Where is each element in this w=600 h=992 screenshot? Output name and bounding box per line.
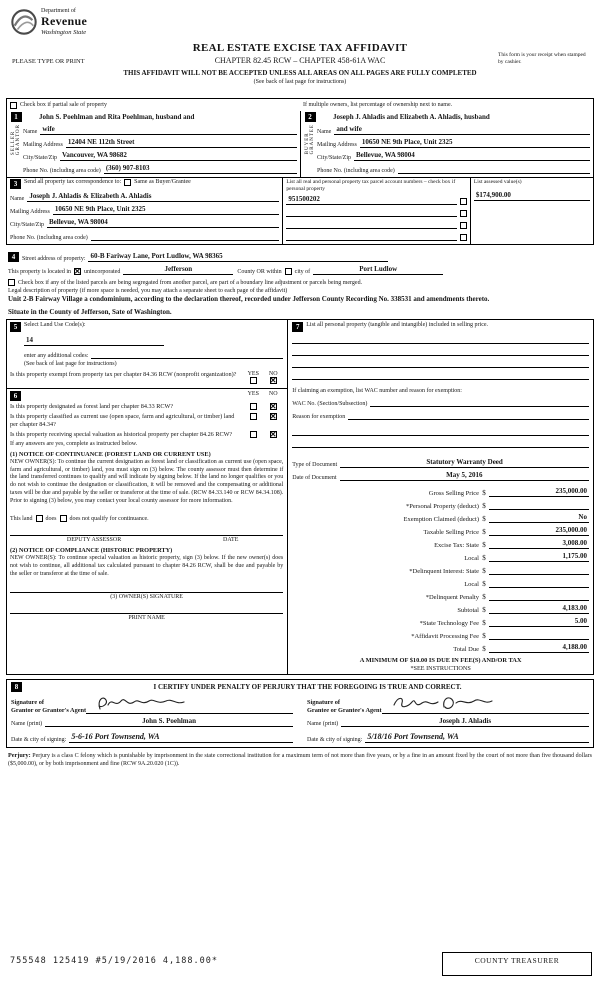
personal-property-checkbox-1[interactable]	[460, 198, 467, 205]
form-title: REAL ESTATE EXCISE TAX AFFIDAVIT	[192, 42, 408, 54]
personal-property-line-4[interactable]	[292, 368, 589, 380]
doc-date-label: Date of Document	[292, 475, 337, 482]
situate-line: Situate in the County of Jefferson, Sate of Washington.	[8, 308, 172, 317]
perjury-text: Perjury is a class C felony which is punishable by imprisonment in the state correctional institution for a maximum term of not more than five years, or by a fine in an amount fixed by the court of not more than five thousand dollars ($5,000.00), or by both imprisonment and fine (RCW 9A.20.020 (1C)).	[8, 753, 593, 768]
date-label: DATE	[223, 537, 239, 544]
section-4	[6, 245, 594, 316]
unincorporated-checkbox[interactable]	[74, 268, 81, 275]
segregated-label: Check box if any of the listed parcels are being segregated from another parcel, are part of a boundary line adjustment or parcels being merged.	[18, 280, 363, 286]
personal-property-checkbox-3[interactable]	[460, 222, 467, 229]
delinquent-penalty-field[interactable]	[489, 592, 589, 601]
form-header	[6, 6, 594, 98]
partial-sale-checkbox[interactable]	[10, 102, 17, 109]
section-8-number: 8	[11, 682, 22, 692]
no-header-6: NO	[268, 391, 278, 398]
buyer-section	[300, 111, 593, 177]
print-name-line[interactable]	[10, 600, 283, 614]
partial-sale-cell	[7, 101, 300, 110]
section-3-number: 3	[10, 179, 21, 189]
fee-row-delinquent-local: Local $	[292, 575, 589, 588]
section-8	[6, 679, 594, 748]
reason-field[interactable]	[348, 411, 589, 420]
delinquent-interest-local-field[interactable]	[489, 579, 589, 588]
partial-sale-label: Check box if partial sale of property	[20, 102, 107, 108]
total-due-field[interactable]: 4,188.00	[489, 643, 589, 653]
tax-correspondence-cell	[7, 178, 282, 244]
chapter-subtitle: CHAPTER 82.45 RCW – CHAPTER 458-61A WAC	[214, 56, 386, 65]
grantee-vertical-label: GRANTEE	[310, 124, 315, 155]
section-1-number: 1	[11, 112, 22, 122]
print-name-label: PRINT NAME	[128, 614, 165, 621]
buyer-mailing-label: Mailing Address	[317, 142, 357, 148]
corr-name-label: Name	[10, 196, 25, 202]
notice-1-title: (1) NOTICE OF CONTINUANCE (FOREST LAND OR CURRENT USE)	[10, 450, 211, 458]
doc-type-label: Type of Document	[292, 462, 338, 469]
fee-row-exemption: Exemption Claimed (deduct) $ No	[403, 513, 587, 524]
section-6	[7, 389, 287, 624]
send-correspondence-label: Send all property tax correspondence to:	[24, 179, 122, 185]
grantor-signature-icon	[94, 693, 204, 713]
grantee-signature[interactable]	[382, 694, 589, 714]
forest-no-checkbox[interactable]	[270, 403, 277, 410]
doc-type-field[interactable]: Statutory Warranty Deed	[340, 458, 589, 468]
grantee-sig-label: Signature of Grantee or Grantee's Agent	[307, 699, 382, 714]
legal-description-label: Legal description of property (if more space is needed, you may attach a separate sheet to each page of the affidavit)	[8, 288, 288, 294]
wac-field[interactable]	[370, 398, 589, 407]
grantor-signature-block	[11, 694, 293, 743]
parties-table	[6, 98, 594, 245]
segregated-checkbox[interactable]	[8, 279, 15, 286]
dollar-sign: $	[482, 606, 486, 615]
deputy-assessor-label: DEPUTY ASSESSOR	[66, 537, 122, 544]
seller-name-field[interactable]: wife	[40, 125, 297, 135]
forest-land-question: Is this property designated as forest land per chapter 84.33 RCW?	[10, 403, 174, 411]
seller-strip	[9, 112, 23, 174]
unincorporated-label: unincorporated	[84, 269, 121, 275]
parcel-number-field-4[interactable]	[286, 232, 457, 241]
land-use-code-field[interactable]: 14	[24, 336, 164, 346]
current-use-yes-checkbox[interactable]	[250, 413, 257, 420]
buyer-phone-field[interactable]	[398, 165, 590, 174]
seller-name-label: Name	[23, 129, 38, 135]
buyer-csz-label: City/State/Zip	[317, 155, 351, 161]
reason-line-2[interactable]	[292, 424, 589, 436]
dollar-sign: $	[482, 593, 486, 602]
grantor-vertical-label: GRANTOR	[16, 124, 21, 156]
located-label: This property is located in	[8, 269, 71, 275]
additional-codes-label: enter any additional codes:	[24, 353, 89, 360]
cashier-receipt-stamp: 755548 125419 #5/19/2016 4,188.00*	[10, 956, 218, 966]
historic-question: Is this property receiving special valuation as historical property per chapter 84.26 RCW?	[10, 430, 233, 438]
grantee-name-print-field[interactable]: Joseph J. Ahladis	[341, 717, 589, 727]
grantee-date-city-label: Date & city of signing:	[307, 737, 363, 744]
street-address-label: Street address of property:	[22, 256, 86, 262]
revenue-seal-icon	[10, 8, 38, 36]
fee-row-personal: *Personal Property (deduct) $	[292, 497, 589, 510]
personal-property-checkbox-4[interactable]	[460, 234, 467, 241]
receipt-note: This form is your receipt when stamped by cashier.	[498, 52, 586, 66]
corr-mailing-field[interactable]: 10650 NE 9th Place, Unit 2325	[53, 205, 280, 215]
grantor-date-city-label: Date & city of signing:	[11, 737, 67, 744]
same-as-buyer-checkbox[interactable]	[124, 179, 131, 186]
same-as-buyer-label: Same as Buyer/Grantee	[134, 179, 191, 185]
city-of-label: city of	[294, 269, 311, 275]
current-use-question: Is this property classified as current use (open space, farm and agricultural, or timber) land per chapter 84.34?	[10, 413, 235, 428]
no-header-5: NO	[268, 371, 278, 378]
buyer-phone-label: Phone No. (including area code)	[317, 168, 395, 174]
personal-property-line-3[interactable]	[292, 356, 589, 368]
taxable-selling-price-field[interactable]: 235,000.00	[489, 526, 589, 536]
grantor-name-print-field[interactable]: John S. Poehlman	[45, 717, 293, 727]
county-treasurer-box: COUNTY TREASURER	[442, 952, 592, 976]
personal-property-checkbox-2[interactable]	[460, 210, 467, 217]
corr-name-field[interactable]: Joseph J. Ahladis & Elizabeth A. Ahladis	[27, 192, 279, 202]
exempt-yes-checkbox[interactable]	[250, 377, 257, 384]
buyer-mailing-field[interactable]: 10650 NE 9th Place, Unit 2325	[360, 138, 590, 148]
dollar-sign: $	[482, 489, 486, 498]
dollar-sign: $	[482, 541, 486, 550]
seller-fields	[23, 112, 297, 174]
buyer-csz-field[interactable]: Bellevue, WA 98004	[354, 151, 590, 161]
fee-row-subtotal: Subtotal $ 4,183.00	[457, 604, 587, 615]
city-checkbox[interactable]	[285, 268, 292, 275]
section-2-number: 2	[305, 112, 316, 122]
grantor-date-city-field[interactable]: 5-6-16 Port Townsend, WA	[69, 732, 293, 743]
seller-section	[7, 111, 300, 177]
exempt-no-checkbox[interactable]	[270, 377, 277, 384]
exemption-claimed-field[interactable]: No	[489, 513, 589, 523]
see-instructions-note: *SEE INSTRUCTIONS	[410, 665, 471, 673]
grantee-date-city-field[interactable]: 5/18/16 Port Townsend, WA	[365, 732, 589, 743]
does-label: does	[45, 516, 57, 523]
dept-of: Department of	[41, 8, 76, 14]
dollar-sign: $	[482, 567, 486, 576]
parcel-header: List all real and personal property tax parcel account numbers – check box if personal property	[286, 179, 456, 192]
warning-line: THIS AFFIDAVIT WILL NOT BE ACCEPTED UNLESS ALL AREAS ON ALL PAGES ARE FULLY COMPLETED	[123, 69, 477, 77]
grantor-signature[interactable]	[86, 694, 293, 714]
street-address-field[interactable]: 60-B Fariway Lane, Port Ludlow, WA 98365	[88, 252, 388, 262]
perjury-bold: Perjury:	[8, 752, 31, 760]
multiple-owners-note: If multiple owners, list percentage of ownership next to name.	[303, 102, 453, 108]
seller-phone-field[interactable]: (360) 907-8103	[104, 164, 297, 174]
legal-description-field[interactable]: Unit 2-B Fairway Village a condominium, according to the declaration thereof, recorded under Jefferson County Recording No. 338531 and amendments thereto.	[8, 295, 490, 303]
agency-name	[41, 8, 87, 36]
personal-property-line-2[interactable]	[292, 344, 589, 356]
assessed-value-cell	[470, 178, 593, 244]
buyer-fields	[317, 112, 590, 174]
parcel-numbers-cell	[282, 178, 470, 244]
state-technology-fee-field[interactable]: 5.00	[489, 617, 589, 627]
fee-row-tech-fee: *State Technology Fee $ 5.00	[419, 617, 587, 628]
buyer-name-label: Name	[317, 129, 332, 135]
fee-row-processing-fee: *Affidavit Processing Fee $	[292, 627, 589, 640]
owners-signature-label: (3) OWNER(S) SIGNATURE	[110, 593, 183, 600]
county-or-label: County OR within	[237, 269, 282, 275]
this-land-label: This land	[10, 516, 33, 523]
fee-row-total: Total Due $ 4,188.00	[453, 643, 587, 654]
wac-label: WAC No. (Section/Subsection)	[292, 401, 368, 408]
seller-csz-label: City/State/Zip	[23, 155, 57, 161]
land-use-label: Select Land Use Code(s):	[24, 322, 86, 329]
county-field[interactable]: Jefferson	[123, 265, 233, 275]
seller-mailing-field[interactable]: 12404 NE 112th Street	[66, 138, 297, 148]
doc-date-field[interactable]: May 5, 2016	[340, 471, 589, 481]
reason-line-3[interactable]	[292, 436, 589, 448]
buyer-strip	[303, 112, 317, 174]
personal-property-label: List all personal property (tangible and intangible) included in selling price.	[306, 322, 489, 329]
parcel-number-field-3[interactable]	[286, 220, 457, 229]
assessed-value-label: List assessed value(s)	[473, 179, 522, 185]
fee-row-excise-state: Excise Tax: State $ 3,008.00	[434, 539, 587, 550]
gross-selling-price-field[interactable]: 235,000.00	[489, 487, 589, 497]
additional-codes-field[interactable]	[91, 350, 283, 359]
buyer-name-field[interactable]: and wife	[334, 125, 590, 135]
yes-header-6: YES	[247, 391, 259, 398]
grantee-signature-icon	[390, 693, 500, 713]
dollar-sign: $	[482, 645, 486, 654]
washington-state: Washington State	[41, 29, 87, 36]
owners-signature-line[interactable]	[10, 579, 283, 593]
if-yes-note: If any answers are yes, complete as instructed below.	[10, 440, 138, 447]
grantor-sig-label: Signature of Grantor or Grantor's Agent	[11, 699, 87, 714]
section-6-number: 6	[10, 391, 21, 401]
see-back-note: (See back of last page for instructions)	[253, 79, 347, 85]
section-5-number: 5	[10, 322, 21, 332]
parcel-number-field[interactable]: 951500202	[286, 195, 457, 205]
notice-2-title: (2) NOTICE OF COMPLIANCE (HISTORIC PROPERTY)	[10, 547, 173, 555]
affidavit-processing-fee-field[interactable]	[489, 631, 589, 640]
exempt-question: Is this property exempt from property tax per chapter 84.36 RCW (nonprofit organization)?	[10, 371, 237, 379]
grantee-signature-block	[307, 694, 589, 743]
corr-phone-label: Phone No. (including area code)	[10, 235, 88, 241]
does-not-checkbox[interactable]	[60, 515, 67, 522]
minimum-due-note: A MINIMUM OF $10.00 IS DUE IN FEE(S) AND/OR TAX	[359, 657, 522, 665]
fee-row-gross: Gross Selling Price $ 235,000.00	[428, 487, 587, 498]
notice-2-body: NEW OWNER(S): To continue special valuation as historic property, sign (3) below. If the new owner(s) does not wish to continue, all additional tax calculated pursuant to chapter 84.26 RCW, shall be due and payable by the seller or transferor at the time of sale.	[10, 555, 284, 577]
seller-name-line1[interactable]: John S. Poehlman and Rita Poehlman, husband and	[39, 113, 195, 121]
dollar-sign: $	[482, 515, 486, 524]
fee-row-excise-local: Local $ 1,175.00	[464, 552, 587, 563]
excise-local-field[interactable]: 1,175.00	[489, 552, 589, 562]
delinquent-interest-state-field[interactable]	[489, 566, 589, 575]
notice-1-body: NEW OWNER(S): To continue the current designation as forest land or classification as current use (open space, farm and agricultural, or timber) land, you must sign on (3) below. The county assessor must then determine if the land transferred continues to qualify and will indicate by signing below. If the land no longer qualifies or you do not wish to continue the designation or classification, it will be removed and the compensating or additional taxes will be due and payable by the seller or transferor at the time of sale. (RCW 84.33.140 or RCW 84.34.108). Prior to signing (3) below, you may contact your local county assessor for more information.	[10, 458, 284, 505]
corr-mailing-label: Mailing Address	[10, 209, 50, 215]
historic-no-checkbox[interactable]	[270, 431, 277, 438]
corr-csz-field[interactable]: Bellevue, WA 98004	[47, 218, 279, 228]
seller-mailing-label: Mailing Address	[23, 142, 63, 148]
assessed-value-field[interactable]: $174,900.00	[474, 191, 590, 201]
section-7	[288, 320, 593, 674]
corr-phone-field[interactable]	[91, 232, 280, 241]
forest-yes-checkbox[interactable]	[250, 403, 257, 410]
dollar-sign: $	[482, 502, 486, 511]
seller-vertical-label: SELLER	[10, 130, 16, 156]
fee-row-delinquent-state: *Delinquent Interest: State $	[292, 562, 589, 575]
reason-label: Reason for exemption	[292, 414, 346, 421]
perjury-notice	[6, 752, 594, 768]
personal-property-line-1[interactable]	[292, 332, 589, 344]
corr-csz-label: City/State/Zip	[10, 222, 44, 228]
certify-statement: I CERTIFY UNDER PENALTY OF PERJURY THAT THE FOREGOING IS TRUE AND CORRECT.	[153, 683, 462, 692]
buyer-vertical-label: BUYER	[304, 132, 310, 155]
partial-sale-row	[7, 99, 593, 111]
left-column	[7, 320, 288, 674]
grantor-name-print-label: Name (print)	[11, 721, 43, 728]
fee-row-penalty: *Delinquent Penalty $	[292, 588, 589, 601]
section-4-number: 4	[8, 252, 19, 262]
section-5	[7, 320, 287, 389]
seller-phone-label: Phone No. (including area code)	[23, 168, 101, 174]
dor-logo	[10, 8, 87, 36]
deputy-assessor-signature-line[interactable]	[10, 522, 283, 536]
fee-row-taxable: Taxable Selling Price $ 235,000.00	[423, 526, 587, 537]
excise-state-field[interactable]: 3,008.00	[489, 539, 589, 549]
parcel-number-field-2[interactable]	[286, 208, 457, 217]
city-field[interactable]: Port Ludlow	[313, 265, 443, 275]
seller-csz-field[interactable]: Vancouver, WA 98682	[60, 151, 297, 161]
dollar-sign: $	[482, 580, 486, 589]
fee-table	[292, 484, 589, 653]
exemption-label: If claiming an exemption, list WAC number and reason for exemption:	[292, 388, 462, 395]
section-3	[7, 177, 593, 244]
dollar-sign: $	[482, 619, 486, 628]
grantee-name-print-label: Name (print)	[307, 721, 339, 728]
section-7-number: 7	[292, 322, 303, 332]
current-use-no-checkbox[interactable]	[270, 413, 277, 420]
dollar-sign: $	[482, 528, 486, 537]
does-not-label: does not qualify for continuance.	[69, 516, 149, 523]
historic-yes-checkbox[interactable]	[250, 431, 257, 438]
dollar-sign: $	[482, 632, 486, 641]
dollar-sign: $	[482, 554, 486, 563]
subtotal-field[interactable]: 4,183.00	[489, 604, 589, 614]
section5-see-back: (See back of last page for instructions)	[24, 361, 117, 368]
seller-buyer-row	[7, 111, 593, 177]
does-checkbox[interactable]	[36, 515, 43, 522]
yes-header-5: YES	[247, 371, 259, 378]
sections-5-6-7	[6, 319, 594, 675]
buyer-name-line1[interactable]: Joseph J. Ahladis and Elizabeth A. Ahladis, husband	[333, 113, 490, 121]
please-type-note: PLEASE TYPE OR PRINT	[12, 58, 85, 65]
personal-property-deduct-field[interactable]	[489, 501, 589, 510]
revenue: Revenue	[41, 14, 88, 28]
